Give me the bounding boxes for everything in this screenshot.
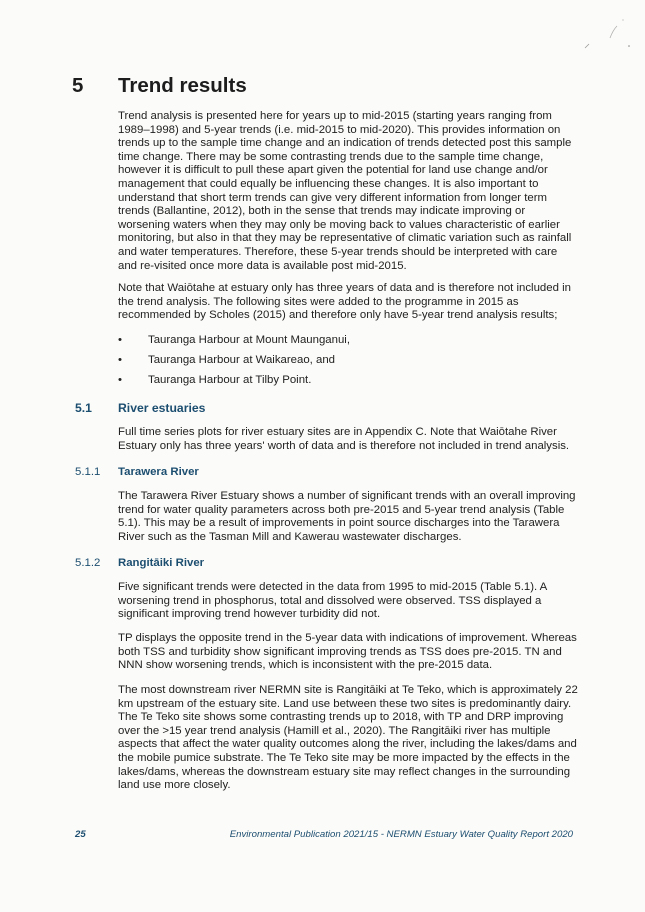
publication-title: Environmental Publication 2021/15 - NERMN Estuary Water Quality Report 2020: [229, 829, 573, 840]
intro-paragraph: Trend analysis is presented here for years up to mid-2015 (starting years ranging from 1989–1998) and 5-year trends (i.e. mid-2015 to mid-2020). This provides information on trends up to the sample time change and an indication of trends detected post this sample time change. There may be some contrasting trends due to the sample time change, however it is difficult to pull these apart given the potential for land use change and/or management that could equally be influencing these changes. It is also important to understand that short term trends can give very different information from longer term trends (Ballantine, 2012), both in the sense that trends may indicate improving or worsening waters when they may only be moving back to values characteristic of earlier monitoring, but also in that they may be representative of climatic variation such as rainfall and water temperatures. Therefore, these 5-year trends should be interpreted with care and re-visited once more data is available post mid-2015.: [118, 110, 572, 272]
tarawera-title: Tarawera River: [118, 466, 199, 478]
note-paragraph: Note that Waiōtahe at estuary only has three years of data and is therefore not included in the trend analysis. The following sites were added to the programme in 2015 as recommended by Scholes (2015) and therefore only have 5-year trend analysis results;: [118, 282, 571, 322]
rangitaiki-paragraph-3: The most downstream river NERMN site is Rangitāiki at Te Teko, which is approximately 22 km upstream of the estuary site. Land use between these two sites is predominantly dairy. The Te Teko site shows some contrasting trends up to 2018, with TP and DRP improving over the >15 year trend analysis (Hamill et al., 2020). The Rangitāiki river has multiple aspects that affect the water quality outcomes along the river, including the lakes/dams and the mobile pumice substrate. The Te Teko site may be more impacted by the effects in the lakes/dams, whereas the downstream estuary site may reflect changes in the surrounding land use more closely.: [118, 684, 578, 792]
tarawera-number: 5.1.1: [75, 466, 101, 478]
rangitaiki-heading: [75, 557, 205, 569]
rangitaiki-paragraph-1: Five significant trends were detected in the data from 1995 to mid-2015 (Table 5.1). A worsening trend in phosphorus, total and dissolved were observed. TSS displayed a significant improving trend however turbidity did not.: [118, 581, 547, 621]
rangitaiki-number: 5.1.2: [75, 557, 101, 569]
subsection-title: River estuaries: [118, 401, 206, 415]
bullet-icon: •: [118, 354, 122, 366]
bullet-icon: •: [118, 374, 122, 386]
subsection-heading: [75, 401, 206, 415]
tarawera-paragraph: The Tarawera River Estuary shows a number of significant trends with an overall improving trend for water quality parameters across both pre-2015 and 5-year trend analysis (Table 5.1). This may be a result of improvements in point source discharges into the Tarawera River such as the Tasman Mill and Kawerau wastewater discharges.: [118, 490, 576, 543]
bullet-icon: •: [118, 334, 122, 346]
section-number: 5: [72, 74, 84, 97]
document-page: 5 Trend results Trend analysis is presented here for years up to mid-2015 (starting years ranging from 1989–1998) and 5-year trends (i.e. mid-2015 to mid-2020). This provides information on trends up to the sample time change and an indication of trends detected post this sample time change. There may be some contrasting trends due to the sample time change, however it is difficult to pull these apart given the potential for land use change and/or management that could equally be influencing these changes. It is also important to understand that short term trends can give very different information from longer term trends (Ballantine, 2012), both in the sense that trends may indicate improving or worsening waters when they may only be moving back to values characteristic of earlier monitoring, but also in that they may be representative of climatic variation such as rainfall and water temperatures. Therefore, these 5-year trends should be interpreted with care and re-visited once more data is available post mid-2015. Note that Waiōtahe at estuary only has three years of data and is therefore not included in the trend analysis. The following sites were added to the programme in 2015 as recommended by Scholes (2015) and therefore only have 5-year trend analysis results; • Tauranga Harbour at Mount Maunganui, • Tauranga Harbour at Waikareao, and • Tauranga Harbour at Tilby Point. 5.1 River estuaries Full time series plots for river estuary sites are in Appendix C. Note that Waiōtahe River Estuary only has three years' worth of data and is therefore not included in trend analysis. 5.1.1 Tarawera River The Tarawera River Estuary shows a number of significant trends with an overall improving trend for water quality parameters across both pre-2015 and 5-year trend analysis (Table 5.1). This may be a result of improvements in point source discharges into the Tarawera River such as the Tasman Mill and Kawerau wastewater discharges. 5.1.2 Rangitāiki River Five significant trends were detected in the data from 1995 to mid-2015 (Table 5.1). A worsening trend in phosphorus, total and dissolved were observed. TSS displayed a significant improving trend however turbidity did not. TP displays the opposite trend in the 5-year data with indications of improvement. Whereas both TSS and turbidity show significant improving trends as TSS does pre-2015. TN and NNN show worsening trends, which is inconsistent with the pre-2015 data. The most downstream river NERMN site is Rangitāiki at Te Teko, which is approximately 22 km upstream of the estuary site. Land use between these two sites is predominantly dairy. The Te Teko site shows some contrasting trends up to 2018, with TP and DRP improving over the >15 year trend analysis (Hamill et al., 2020). The Rangitāiki river has multiple aspects that affect the water quality outcomes along the river, including the lakes/dams and the mobile pumice substrate. The Te Teko site may be more impacted by the effects in the lakes/dams, whereas the downstream estuary site may reflect changes in the surrounding land use more closely. 25 Environmental Publication 2021/15 - NERMN Estuary Water Quality Report 2020: [0, 0, 645, 912]
page-number: 25: [75, 829, 86, 840]
rangitaiki-title: Rangitāiki River: [118, 557, 205, 569]
tarawera-heading: [75, 466, 199, 478]
section-title: Trend results: [118, 74, 247, 97]
rangitaiki-paragraph-2: TP displays the opposite trend in the 5-year data with indications of improvement. Whereas both TSS and turbidity show significant improving trends as TSS does pre-2015. TN and NNN show worsening trends, which is inconsistent with the pre-2015 data.: [118, 632, 577, 672]
river-estuaries-paragraph: Full time series plots for river estuary sites are in Appendix C. Note that Waiōtahe River Estuary only has three years' worth of data and is therefore not included in trend analysis.: [118, 426, 570, 452]
subsection-number: 5.1: [75, 401, 92, 415]
scan-artifact-marks: [525, 0, 645, 60]
